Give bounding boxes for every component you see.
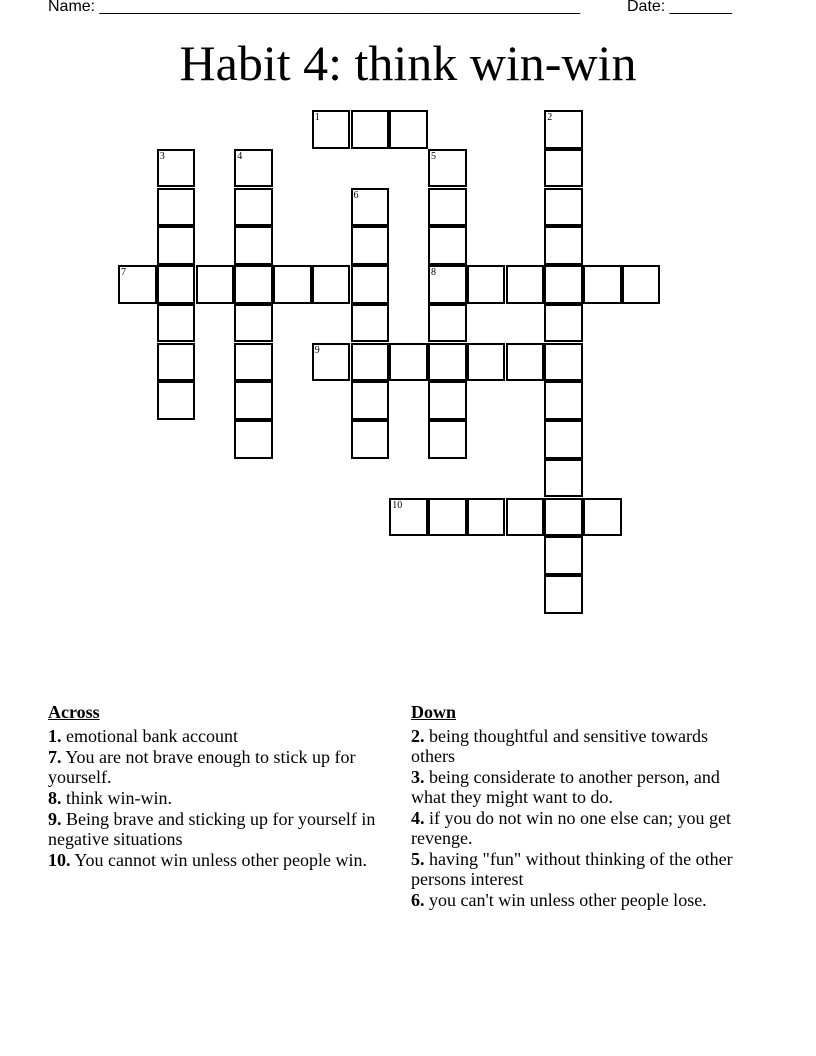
grid-cell[interactable]: [428, 149, 467, 188]
clue-text: if you do not win no one else can; you get revenge.: [411, 808, 731, 848]
clue-number: 10.: [48, 850, 71, 870]
clue-number-label: 8: [431, 267, 436, 278]
grid-cell[interactable]: [389, 110, 428, 149]
down-heading: Down: [411, 702, 457, 722]
grid-cell[interactable]: [196, 265, 235, 304]
grid-cell[interactable]: [544, 304, 583, 343]
grid-cell[interactable]: [234, 304, 273, 343]
clue-number-label: 5: [431, 150, 436, 162]
grid-cell[interactable]: [544, 381, 583, 420]
clue-number-label: 1: [314, 112, 320, 123]
grid-cell[interactable]: [544, 110, 583, 149]
clue-number-label: 10: [392, 499, 403, 511]
grid-cell[interactable]: [544, 536, 583, 575]
grid-cell[interactable]: [351, 226, 390, 265]
down-clue: [411, 808, 756, 848]
grid-cell[interactable]: [544, 420, 583, 459]
grid-cell[interactable]: [389, 498, 428, 537]
grid-cell[interactable]: [583, 265, 622, 304]
grid-cell[interactable]: [312, 110, 351, 149]
clue-text: you can't win unless other people lose.: [429, 890, 707, 910]
clue-text: think win-win.: [66, 788, 172, 808]
grid-cell[interactable]: [351, 343, 390, 382]
grid-cell[interactable]: [428, 188, 467, 227]
clue-number: 8.: [48, 788, 62, 808]
grid-cell[interactable]: [428, 420, 467, 459]
clue-number-label: 6: [353, 189, 359, 201]
grid-cell[interactable]: [351, 110, 390, 149]
grid-cell[interactable]: [312, 343, 351, 382]
grid-cell[interactable]: [157, 343, 196, 382]
grid-cell[interactable]: [506, 343, 545, 382]
grid-cell[interactable]: [234, 265, 273, 304]
grid-cell[interactable]: [157, 304, 196, 343]
across-clues-section: [48, 702, 393, 871]
down-clue: [411, 849, 756, 889]
grid-cell[interactable]: [118, 265, 157, 304]
down-clue-list: [411, 726, 756, 910]
down-clue: [411, 726, 756, 766]
grid-cell[interactable]: [467, 498, 506, 537]
clue-number: 6.: [411, 890, 425, 910]
grid-cell[interactable]: [157, 149, 196, 188]
grid-cell[interactable]: [234, 420, 273, 459]
page-title: Habit 4: think win-win: [179, 35, 637, 91]
clue-text: emotional bank account: [66, 726, 238, 746]
grid-cell[interactable]: [351, 420, 390, 459]
clue-number-label: 2: [547, 112, 553, 123]
grid-cell[interactable]: [351, 265, 390, 304]
grid-cell[interactable]: [428, 226, 467, 265]
grid-cell[interactable]: [467, 265, 506, 304]
across-clue: [48, 850, 393, 870]
clue-number: 9.: [48, 809, 62, 829]
grid-cell[interactable]: [467, 343, 506, 382]
clue-number: 1.: [48, 726, 62, 746]
grid-cell[interactable]: [544, 226, 583, 265]
grid-cell[interactable]: [157, 381, 196, 420]
name-field-line: Name: ______________________________________________________: [48, 0, 581, 15]
clue-number-label: 4: [237, 150, 243, 162]
grid-cell[interactable]: [234, 226, 273, 265]
grid-cell[interactable]: [234, 149, 273, 188]
grid-cell[interactable]: [583, 498, 622, 537]
grid-cell[interactable]: [351, 304, 390, 343]
across-clue-list: [48, 726, 393, 870]
clue-number-label: 9: [314, 344, 320, 356]
grid-cell[interactable]: [506, 265, 545, 304]
grid-cell[interactable]: [544, 149, 583, 188]
across-clue: [48, 788, 393, 808]
grid-cell[interactable]: [428, 304, 467, 343]
grid-cell[interactable]: [544, 575, 583, 614]
across-clue: [48, 809, 393, 849]
clue-text: Being brave and sticking up for yourself in negative situations: [48, 809, 376, 849]
clue-number: 7.: [48, 747, 62, 767]
grid-cell[interactable]: [234, 343, 273, 382]
grid-cell[interactable]: [157, 265, 196, 304]
clue-number: 5.: [411, 849, 425, 869]
down-clue: [411, 767, 756, 807]
grid-cell[interactable]: [351, 188, 390, 227]
clue-text: You cannot win unless other people win.: [74, 850, 367, 870]
grid-cell[interactable]: [234, 381, 273, 420]
grid-cell[interactable]: [506, 498, 545, 537]
down-clue: [411, 890, 756, 910]
down-clues-section: [411, 702, 756, 911]
clue-text: being thoughtful and sensitive towards others: [411, 726, 708, 766]
grid-cell[interactable]: [428, 343, 467, 382]
clue-number: 4.: [411, 808, 425, 828]
grid-cell[interactable]: [544, 188, 583, 227]
clue-number-label: 3: [159, 150, 165, 162]
across-heading: Across: [48, 702, 100, 722]
across-clue: [48, 726, 393, 746]
clue-number: 2.: [411, 726, 425, 746]
grid-cell[interactable]: [312, 265, 351, 304]
grid-cell[interactable]: [157, 188, 196, 227]
clue-number-label: 7: [121, 267, 126, 278]
clue-text: You are not brave enough to stick up for yourself.: [48, 747, 356, 787]
grid-cell[interactable]: [544, 265, 583, 304]
clue-text: having "fun" without thinking of the other persons interest: [411, 849, 733, 889]
clue-text: being considerate to another person, and what they might want to do.: [411, 767, 720, 807]
grid-cell[interactable]: [157, 226, 196, 265]
date-field-line: Date: _______: [627, 0, 732, 15]
grid-cell[interactable]: [351, 381, 390, 420]
grid-cell[interactable]: [428, 265, 467, 304]
grid-cell[interactable]: [234, 188, 273, 227]
grid-cell[interactable]: [622, 265, 661, 304]
across-clue: [48, 747, 393, 787]
grid-cell[interactable]: [273, 265, 312, 304]
grid-cell[interactable]: [544, 459, 583, 498]
clue-number: 3.: [411, 767, 425, 787]
grid-cell[interactable]: [544, 343, 583, 382]
grid-cell[interactable]: [428, 381, 467, 420]
grid-cell[interactable]: [428, 498, 467, 537]
grid-cell[interactable]: [544, 498, 583, 537]
grid-cell[interactable]: [389, 343, 428, 382]
